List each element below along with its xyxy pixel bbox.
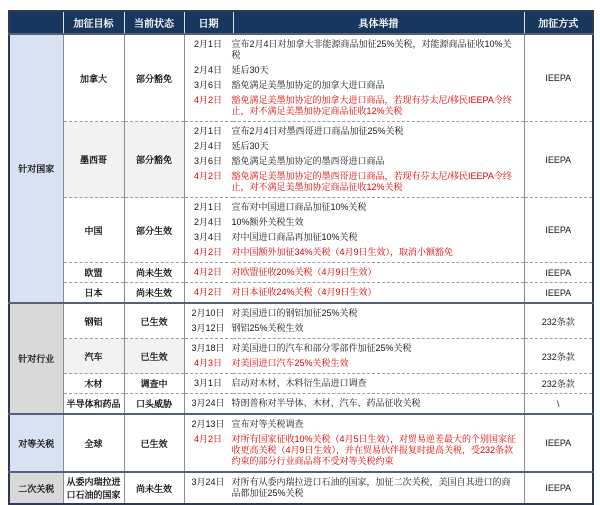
method-cell: IEEPA	[524, 34, 593, 122]
event-date: 3月1日	[193, 378, 222, 388]
group-label: 对等关税	[9, 414, 63, 472]
event-row	[185, 63, 524, 78]
event-row	[185, 230, 524, 245]
events-cell	[184, 414, 524, 472]
method-cell: IEEPA	[524, 122, 593, 198]
header-row	[9, 11, 593, 34]
events-cell	[184, 263, 524, 283]
event-measure: 对所有从委内瑞拉进口石油的国家，加征二次关税，美国自其进口的商品都加征25%关税	[231, 477, 511, 498]
event-measure: 宣布对中国进口商品加征10%关税	[231, 202, 367, 212]
event-date: 3月18日	[191, 343, 225, 353]
event-date: 2月1日	[193, 202, 222, 212]
method-cell: \	[524, 394, 593, 415]
events-cell	[184, 394, 524, 415]
column-header: 日期	[184, 11, 233, 34]
column-header: 当前状态	[124, 11, 184, 34]
event-measure: 对美国进口的钢铝加征25%关税	[231, 308, 358, 318]
event-row	[185, 321, 524, 336]
event-measure: 对中国进口商品再加征10%关税	[231, 232, 358, 242]
method-cell: 232条款	[524, 339, 593, 374]
event-row	[185, 396, 524, 411]
events-cell	[184, 374, 524, 394]
event-measure: 宣布对等关税调查	[231, 419, 304, 429]
table-row	[9, 339, 593, 374]
events-cell	[184, 122, 524, 198]
event-measure: 对所有国家征收10%关税（4月5日生效），对贸易逆差最大的个别国家征收更高关税（4月9日生效），并在贸易伙伴报复时提高关税，受232条款约束的部分行业商品将不受对等关税约束	[231, 434, 517, 466]
event-measure: 豁免满足美墨加协定的墨西哥进口商品	[231, 156, 385, 166]
table-row	[9, 34, 593, 122]
method-cell: 232条款	[524, 303, 593, 339]
target-cell: 欧盟	[63, 263, 124, 283]
event-row	[185, 139, 524, 154]
event-date: 2月1日	[193, 39, 222, 49]
method-cell: IEEPA	[524, 283, 593, 304]
page	[0, 10, 600, 500]
event-row	[185, 265, 524, 280]
event-date: 4月2日	[193, 95, 222, 105]
target-cell: 汽车	[63, 339, 124, 374]
table-row	[9, 374, 593, 394]
table-row	[9, 198, 593, 263]
status-cell: 口头威胁	[124, 394, 184, 415]
event-row	[185, 475, 524, 501]
event-date: 2月1日	[193, 126, 222, 136]
event-date: 3月24日	[191, 477, 225, 487]
event-date: 4月3日	[193, 358, 222, 368]
method-cell: IEEPA	[524, 472, 593, 504]
group-label: 针对国家	[9, 34, 63, 303]
status-cell: 部分豁免	[124, 122, 184, 198]
status-cell: 已生效	[124, 339, 184, 374]
event-date: 4月2日	[193, 171, 222, 181]
event-row	[185, 306, 524, 321]
target-cell: 木材	[63, 374, 124, 394]
method-cell: IEEPA	[524, 414, 593, 472]
event-row	[185, 215, 524, 230]
table-row	[9, 263, 593, 283]
event-measure: 延后30天	[231, 141, 269, 151]
status-cell: 调查中	[124, 374, 184, 394]
event-measure: 10%额外关税生效	[231, 217, 304, 227]
column-header	[9, 11, 63, 34]
event-date: 4月2日	[193, 434, 222, 444]
target-cell: 中国	[63, 198, 124, 263]
event-date: 3月6日	[193, 80, 222, 90]
column-header: 加征方式	[524, 11, 593, 34]
group-label: 针对行业	[9, 303, 63, 414]
event-row	[185, 37, 524, 63]
event-row	[185, 93, 524, 119]
event-measure: 豁免满足美墨加协定的加拿大进口商品	[231, 80, 385, 90]
table-row	[9, 122, 593, 198]
status-cell: 部分生效	[124, 198, 184, 263]
target-cell: 半导体和药品	[63, 394, 124, 415]
event-measure: 宣布2月4日对墨西哥进口商品加征25%关税	[231, 126, 404, 136]
event-measure: 对日本征收24%关税（4月9日生效）	[231, 287, 377, 297]
column-header: 加征目标	[63, 11, 124, 34]
event-row	[185, 432, 524, 469]
table-row	[9, 414, 593, 472]
status-cell: 尚未生效	[124, 283, 184, 304]
event-row	[185, 376, 524, 391]
event-row	[185, 169, 524, 195]
event-row	[185, 341, 524, 356]
events-cell	[184, 472, 524, 504]
events-cell	[184, 339, 524, 374]
event-date: 3月6日	[193, 156, 222, 166]
events-cell	[184, 198, 524, 263]
group-label: 二次关税	[9, 472, 63, 504]
event-row	[185, 154, 524, 169]
event-row	[185, 245, 524, 260]
event-row	[185, 356, 524, 371]
event-date: 2月4日	[193, 65, 222, 75]
event-measure: 对美国进口汽车25%关税生效	[231, 358, 349, 368]
event-date: 2月10日	[191, 308, 225, 318]
target-cell: 日本	[63, 283, 124, 304]
target-cell: 钢铝	[63, 303, 124, 339]
table-body	[9, 34, 593, 504]
event-measure: 钢铝25%关税生效	[231, 323, 304, 333]
event-measure: 豁免满足美墨加协定的墨西哥进口商品，若现有芬太尼/移民IEEPA令终止，对不满足美墨加协定商品征收12%关税	[231, 171, 512, 192]
target-cell: 从委内瑞拉进口石油的国家	[63, 472, 124, 504]
method-cell: IEEPA	[524, 198, 593, 263]
event-measure: 对中国额外加征34%关税（4月9日生效），取消小额豁免	[231, 247, 454, 257]
event-measure: 特朗普称对半导体、木材、汽车、药品征收关税	[231, 398, 421, 408]
status-cell: 已生效	[124, 414, 184, 472]
table-row	[9, 394, 593, 415]
event-date: 3月24日	[191, 398, 225, 408]
target-cell: 全球	[63, 414, 124, 472]
status-cell: 已生效	[124, 303, 184, 339]
tariff-table	[8, 10, 594, 505]
column-header: 具体举措	[233, 11, 524, 34]
event-measure: 对欧盟征收20%关税（4月9日生效）	[231, 267, 377, 277]
status-cell: 尚未生效	[124, 263, 184, 283]
event-row	[185, 417, 524, 432]
event-measure: 豁免满足美墨加协定的加拿大进口商品，若现有芬太尼/移民IEEPA令终止，对不满足美墨加协定商品征收12%关税	[231, 95, 512, 116]
event-measure: 延后30天	[231, 65, 269, 75]
table-row	[9, 472, 593, 504]
event-date: 4月2日	[193, 267, 222, 277]
status-cell: 尚未生效	[124, 472, 184, 504]
event-date: 4月2日	[193, 287, 222, 297]
event-date: 4月2日	[193, 247, 222, 257]
event-measure: 对美国进口的汽车和部分零部件加征25%关税	[231, 343, 412, 353]
event-date: 3月4日	[193, 232, 222, 242]
events-cell	[184, 283, 524, 304]
event-row	[185, 78, 524, 93]
status-cell: 部分豁免	[124, 34, 184, 122]
event-row	[185, 285, 524, 300]
events-cell	[184, 34, 524, 122]
target-cell: 墨西哥	[63, 122, 124, 198]
event-date: 2月4日	[193, 217, 222, 227]
event-row	[185, 200, 524, 215]
method-cell: 232条款	[524, 374, 593, 394]
table-row	[9, 283, 593, 304]
table-row	[9, 303, 593, 339]
target-cell: 加拿大	[63, 34, 124, 122]
event-date: 3月12日	[191, 323, 225, 333]
method-cell: IEEPA	[524, 263, 593, 283]
event-row	[185, 124, 524, 139]
event-measure: 启动对木材、木料衍生品进口调查	[231, 378, 367, 388]
events-cell	[184, 303, 524, 339]
event-date: 2月13日	[191, 419, 225, 429]
event-measure: 宣布2月4日对加拿大非能源商品加征25%关税，对能源商品征收10%关税	[231, 39, 512, 60]
event-date: 2月4日	[193, 141, 222, 151]
